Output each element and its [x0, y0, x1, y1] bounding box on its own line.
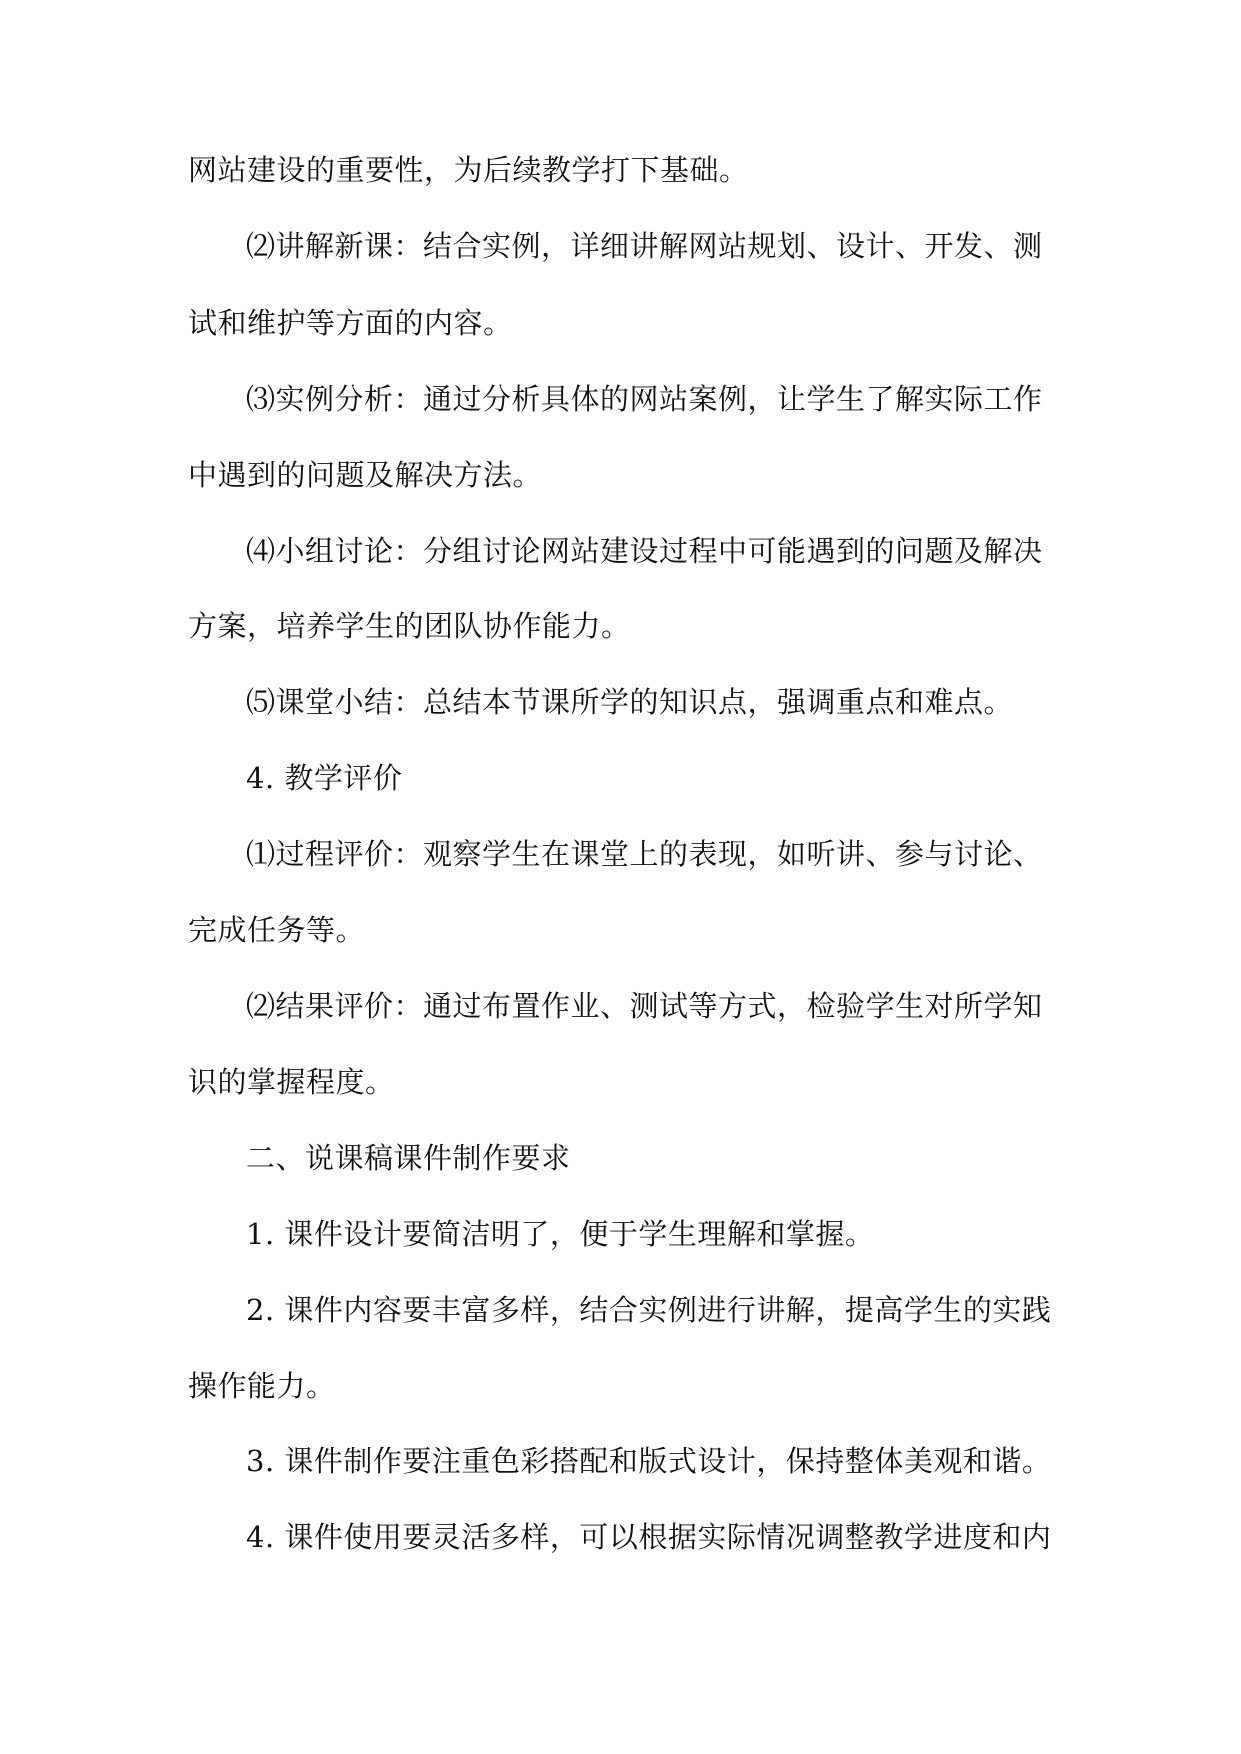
paragraph-line: 网站建设的重要性，为后续教学打下基础。 — [188, 153, 749, 187]
paragraph-line: 识的掌握程度。 — [188, 1065, 395, 1099]
paragraph-line: 3. 课件制作要注重色彩搭配和版式设计，保持整体美观和谐。 — [246, 1444, 1052, 1478]
paragraph-line: 操作能力。 — [188, 1369, 336, 1403]
paragraph-line: 2. 课件内容要丰富多样，结合实例进行讲解，提高学生的实践 — [246, 1293, 1052, 1327]
paragraph-line: ⑶实例分析：通过分析具体的网站案例，让学生了解实际工作 — [246, 382, 1043, 416]
paragraph-line: ⑸课堂小结：总结本节课所学的知识点，强调重点和难点。 — [246, 685, 1014, 719]
paragraph-line: 4. 课件使用要灵活多样，可以根据实际情况调整教学进度和内 — [246, 1520, 1052, 1554]
paragraph-line: ⑴过程评价：观察学生在课堂上的表现，如听讲、参与讨论、 — [246, 837, 1043, 871]
paragraph-line: 完成任务等。 — [188, 913, 366, 947]
paragraph-line: ⑷小组讨论：分组讨论网站建设过程中可能遇到的问题及解决 — [246, 534, 1043, 568]
paragraph-line: ⑵结果评价：通过布置作业、测试等方式，检验学生对所学知 — [246, 989, 1043, 1023]
section-heading: 4. 教学评价 — [246, 761, 403, 795]
paragraph-line: 中遇到的问题及解决方法。 — [188, 458, 543, 492]
paragraph-line: 1. 课件设计要简洁明了，便于学生理解和掌握。 — [246, 1217, 875, 1251]
paragraph-line: 试和维护等方面的内容。 — [188, 306, 513, 340]
paragraph-line: 方案，培养学生的团队协作能力。 — [188, 609, 631, 643]
paragraph-line: ⑵讲解新课：结合实例，详细讲解网站规划、设计、开发、测 — [246, 229, 1043, 263]
section-heading: 二、说课稿课件制作要求 — [246, 1141, 571, 1175]
